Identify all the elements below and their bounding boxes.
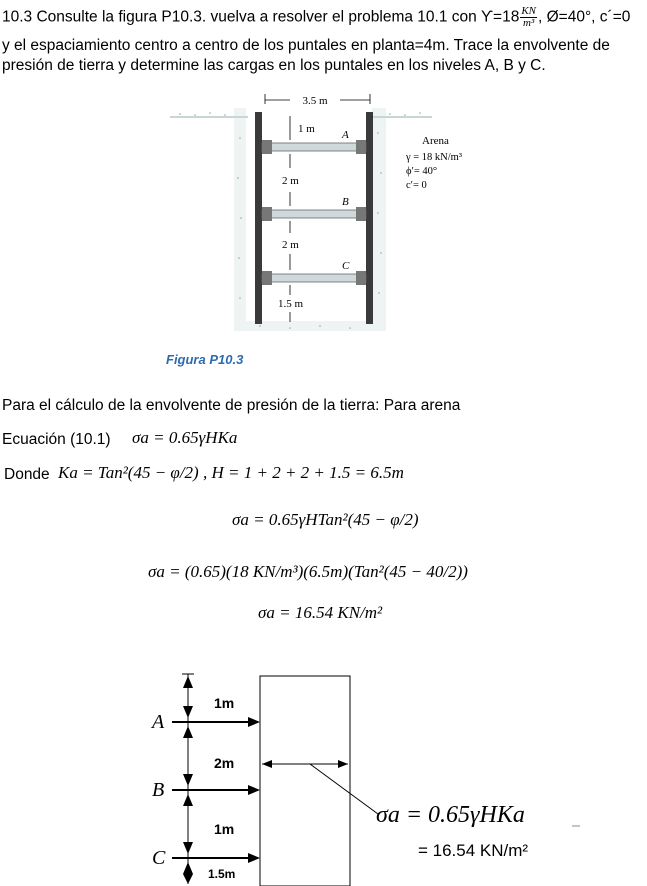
dim-2m-a: 2 m bbox=[282, 175, 299, 187]
dimension-arrowheads bbox=[183, 676, 193, 884]
dim-1m: 1 m bbox=[298, 123, 315, 135]
pressure-envelope-figure bbox=[150, 668, 590, 886]
level-a-label: A bbox=[342, 129, 349, 141]
soil-c: c′= 0 bbox=[406, 180, 427, 191]
unit-numerator: KN bbox=[521, 5, 537, 17]
dim-label-2m: 2m bbox=[214, 755, 235, 771]
equation-3: σa = (0.65)(18 KN/m³)(6.5m)(Tan²(45 − 40/2)) bbox=[148, 562, 468, 581]
problem-text-tail: , Ø=40°, c´=0 bbox=[538, 8, 631, 26]
dim-label-1-5m: 1.5m bbox=[208, 867, 236, 881]
wall-left bbox=[255, 112, 262, 324]
equation-2: σa = 0.65γHTan²(45 − φ/2) bbox=[232, 510, 419, 529]
problem-statement-line2: y el espaciamiento centro a centro de los puntales en planta=4m. Trace la envolvente de bbox=[2, 37, 610, 54]
ka-expression: Ka = Tan²(45 − φ/2) , H = 1 + 2 + 2 + 1.5 = 6.5m bbox=[58, 463, 404, 482]
soil-phi: ϕ′= 40° bbox=[406, 166, 438, 177]
unit-fraction bbox=[520, 6, 537, 29]
soil-left bbox=[170, 108, 248, 323]
envelope-rectangle bbox=[260, 676, 350, 886]
equation-label: Ecuación (10.1) bbox=[2, 431, 111, 448]
donde-label: Donde bbox=[4, 466, 50, 483]
level-b-label: B bbox=[342, 196, 349, 208]
pressure-width-arrow bbox=[262, 764, 378, 814]
level-c: C bbox=[152, 847, 166, 869]
force-arrows bbox=[172, 722, 250, 858]
envelope-result: = 16.54 KN/m² bbox=[418, 841, 529, 860]
dim-2m-b: 2 m bbox=[282, 239, 299, 251]
level-b: B bbox=[152, 779, 165, 801]
strut-b bbox=[262, 207, 366, 221]
figure-caption: Figura P10.3 bbox=[166, 352, 244, 367]
equation-10-1: σa = 0.65γHKa bbox=[132, 428, 238, 447]
soil-gamma: γ = 18 kN/m³ bbox=[406, 152, 463, 163]
level-a: A bbox=[152, 711, 165, 733]
soil-title: Arena bbox=[422, 135, 449, 147]
envelope-formula: σa = 0.65γHKa bbox=[376, 802, 525, 828]
problem-text: 10.3 Consulte la figura P10.3. vuelva a resolver el problema 10.1 con ϒ=18 bbox=[2, 8, 520, 26]
equation-4: σa = 16.54 KN/m² bbox=[258, 603, 383, 622]
level-c-label: C bbox=[342, 260, 350, 272]
dim-1-5m: 1.5 m bbox=[278, 298, 304, 310]
dim-label-1m: 1m bbox=[214, 695, 235, 711]
strut-c bbox=[262, 271, 366, 285]
problem-statement-line3: presión de tierra y determine las cargas en los puntales en los niveles A, B y C. bbox=[2, 57, 546, 74]
figure-p10-3 bbox=[150, 88, 510, 373]
width-label: 3.5 m bbox=[302, 95, 328, 107]
dim-label-1m-b: 1m bbox=[214, 821, 235, 837]
problem-statement-line1 bbox=[2, 6, 630, 29]
wall-right bbox=[366, 112, 373, 324]
force-arrowheads bbox=[248, 717, 260, 863]
intro-text: Para el cálculo de la envolvente de presión de la tierra: Para arena bbox=[2, 397, 461, 414]
strut-a bbox=[262, 140, 366, 154]
unit-denominator: m³ bbox=[523, 17, 535, 29]
